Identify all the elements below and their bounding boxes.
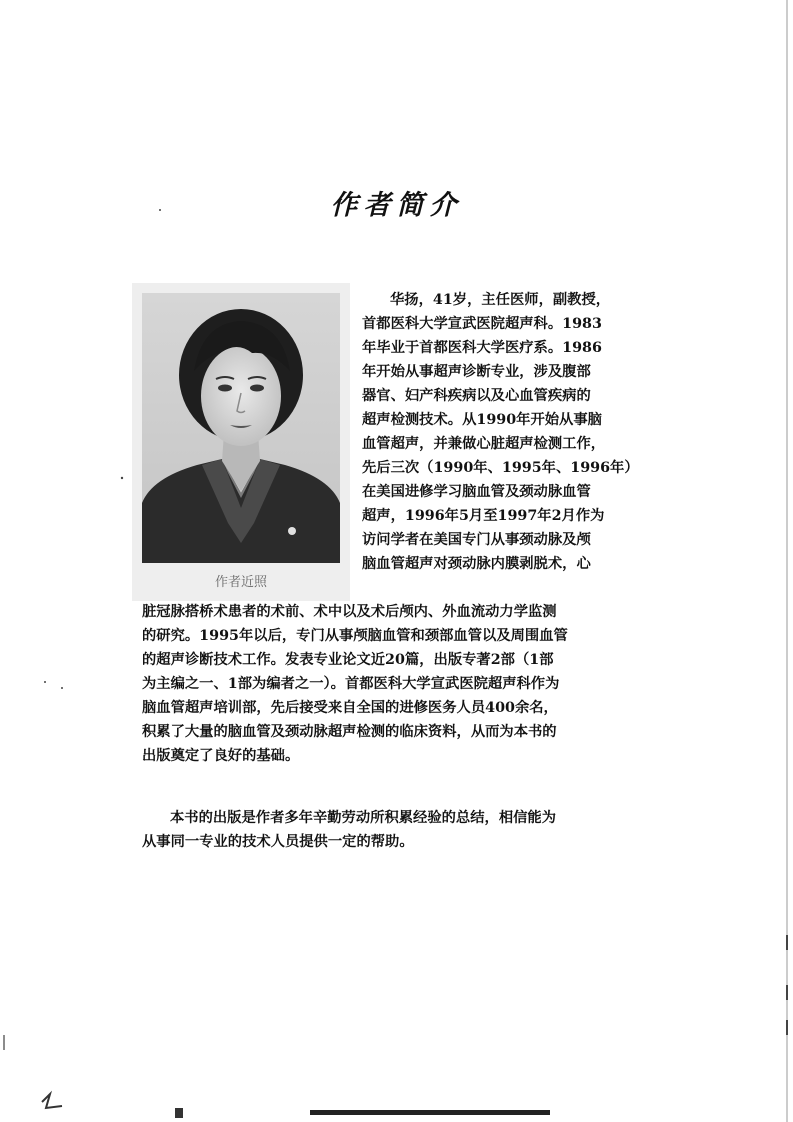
text-line: 超声检测技术。从1990年开始从事脑 [362, 412, 602, 428]
text-line: 脏冠脉搭桥术患者的术前、术中以及术后颅内、外血流动力学监测 [142, 604, 557, 620]
text-line: 在美国进修学习脑血管及颈动脉血管 [362, 484, 591, 500]
photo-caption: 作者近照 [214, 575, 267, 590]
text-line: 器官、妇产科疾病以及心血管疾病的 [362, 388, 591, 404]
page-title: 作者简介 [330, 190, 463, 221]
text-line: 年开始从事超声诊断专业，涉及腹部 [362, 364, 591, 380]
text-line: 本书的出版是作者多年辛勤劳动所积累经验的总结，相信能为 [170, 810, 557, 826]
text-line: 出版奠定了良好的基础。 [142, 748, 300, 764]
text-line: 的超声诊断技术工作。发表专业论文近20篇，出版专著2部（1部 [142, 652, 554, 668]
text-line: 血管超声，并兼做心脏超声检测工作， [362, 436, 606, 452]
text-line: 为主编之一、1部为编者之一）。首都医科大学宣武医院超声科作为 [142, 676, 560, 692]
text-line: 从事同一专业的技术人员提供一定的帮助。 [142, 834, 414, 850]
text-line: 先后三次（1990年、1995年、1996年） [362, 460, 639, 476]
text-line: 访问学者在美国专门从事颈动脉及颅 [362, 532, 591, 548]
text-line: 脑血管超声培训部，先后接受来自全国的进修医务人员400余名， [142, 700, 558, 716]
text-line: 积累了大量的脑血管及颈动脉超声检测的临床资料，从而为本书的 [142, 724, 557, 740]
text-line: 年毕业于首都医科大学医疗系。1986 [362, 340, 602, 356]
text-line: 超声，1996年5月至1997年2月作为 [362, 508, 605, 524]
text-line: 华扬，41岁，主任医师，副教授， [390, 292, 611, 308]
text-line: 的研究。1995年以后，专门从事颅脑血管和颈部血管以及周围血管 [142, 628, 568, 644]
text-line: 脑血管超声对颈动脉内膜剥脱术，心 [362, 556, 591, 572]
text-line: 首都医科大学宣武医院超声科。1983 [362, 316, 602, 332]
